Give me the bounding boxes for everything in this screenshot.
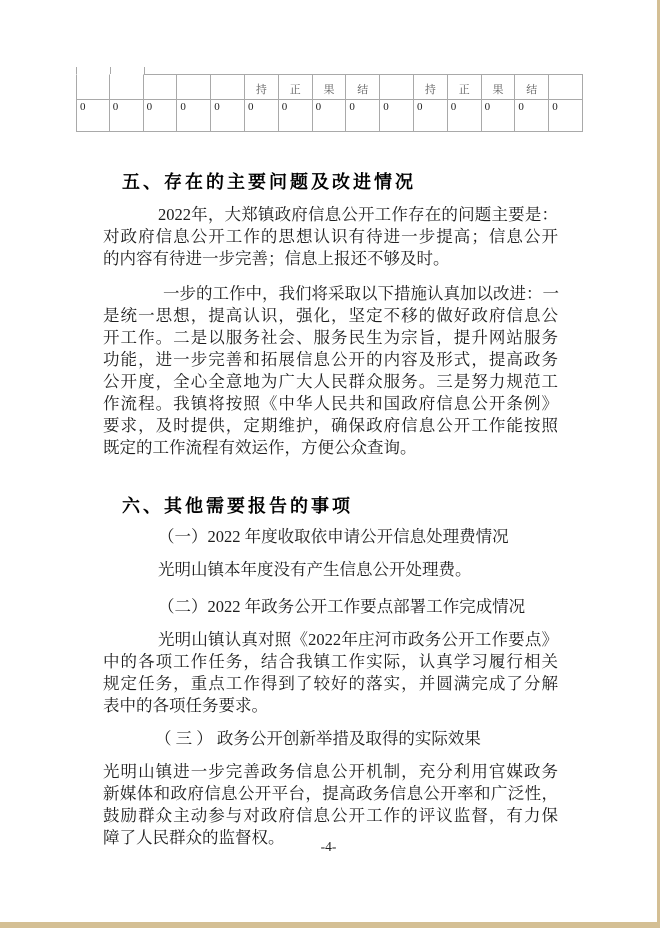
table-header-cell: 果 [313,74,347,100]
paragraph-line: 既定的工作流程有效运作，方便公众查询。 [103,438,417,457]
section-6-heading: 六、其他需要报告的事项 [122,496,353,516]
paragraph-line: 表中的各项任务要求。 [103,696,268,715]
table-header-cell [177,74,211,100]
paragraph-line: 光明山镇本年度没有产生信息公开处理费。 [158,560,472,579]
table-value-row [76,100,583,132]
paragraph-line: 功能，进一步完善和拓展信息公开的内容及形式，提高政务 [103,350,558,369]
paragraph-line: 对政府信息公开工作的思想认识有待进一步提高；信息公开 [103,227,558,246]
paragraph-line: 鼓励群众主动参与对政府信息公开工作的评议监督，有力保 [103,806,558,825]
table-value-cell: 0 [313,100,347,132]
section-5-paragraph-1 [103,204,558,270]
table-value-cell: 0 [515,100,549,132]
section-6-item-3-title [103,728,558,750]
table-header-cell: 持 [414,74,448,100]
paragraph-line: 公开度，全心全意地为广大人民群众服务。三是努力规范工 [103,372,558,391]
paragraph-line: 规定任务，重点工作得到了较好的落实，并圆满完成了分解 [103,674,558,693]
table-edge-stub [110,67,111,74]
table-header-cell: 正 [448,74,482,100]
table-value-cell: 0 [144,100,178,132]
table-value-cell: 0 [211,100,245,132]
table-header-cell [110,74,144,100]
table-value-cell: 0 [448,100,482,132]
table-header-cell: 结 [346,74,380,100]
paragraph-line: 2022年，大郑镇政府信息公开工作存在的问题主要是： [158,205,558,224]
item-title-line: （ 三 ） 政务公开创新举措及取得的实际效果 [155,729,481,748]
page-number: -4- [320,839,337,854]
table-value-cell: 0 [76,100,110,132]
section-6-item-2-title [103,596,558,618]
paragraph-line: 是统一思想，提高认识，强化，坚定不移的做好政府信息公 [103,306,558,325]
table-value-cell: 0 [414,100,448,132]
paragraph-line: 要求，及时提供，定期维护，确保政府信息公开工作能按照 [103,416,558,435]
table-header-cell: 持 [245,74,279,100]
section-6-item-1-title [103,526,558,548]
table-value-cell: 0 [279,100,313,132]
table-value-cell: 0 [346,100,380,132]
table-edge-stub [76,67,77,74]
table-header-cell [144,74,178,100]
paragraph-line: 障了人民群众的监督权。 [103,828,285,847]
table-header-cell [380,74,414,100]
table-header-row [76,74,583,100]
table-edge-stub [144,67,145,74]
table-value-cell: 0 [177,100,211,132]
item-title-line: （一）2022 年度收取依申请公开信息处理费情况 [158,527,509,546]
section-6-item-2-paragraph [103,629,558,717]
paragraph-line: 开工作。二是以服务社会、服务民生为宗旨，提升网站服务 [103,328,558,347]
section-5-paragraph-2 [103,283,558,459]
table-header-cell [76,74,110,100]
table-value-cell: 0 [549,100,583,132]
table-header-cell: 结 [515,74,549,100]
paragraph-line: 光明山镇认真对照《2022年庄河市政务公开工作要点》 [158,630,558,649]
table-value-cell: 0 [110,100,144,132]
table-header-cell: 正 [279,74,313,100]
paragraph-line: 光明山镇进一步完善政务信息公开机制，充分利用官媒政务 [103,762,558,781]
table-value-cell: 0 [380,100,414,132]
paragraph-line: 中的各项工作任务，结合我镇工作实际，认真学习履行相关 [103,652,558,671]
report-table [76,74,583,132]
table-header-cell [211,74,245,100]
paragraph-line: 的内容有待进一步完善；信息上报还不够及时。 [103,249,450,268]
section-5-heading: 五、存在的主要问题及改进情况 [122,172,416,192]
paragraph-line: 作流程。我镇将按照《中华人民共和国政府信息公开条例》 [103,394,558,413]
paragraph-line: 新媒体和政府信息公开平台，提高政务信息公开率和广泛性， [103,784,558,803]
table-header-cell: 果 [482,74,516,100]
item-title-line: （二）2022 年政务公开工作要点部署工作完成情况 [158,597,526,616]
table-value-cell: 0 [482,100,516,132]
table-header-cell [549,74,583,100]
section-6-item-3-paragraph [103,761,558,849]
paragraph-line: 一步的工作中，我们将采取以下措施认真加以改进：一 [163,284,559,303]
section-6-item-1-body [103,559,558,581]
table-value-cell: 0 [245,100,279,132]
